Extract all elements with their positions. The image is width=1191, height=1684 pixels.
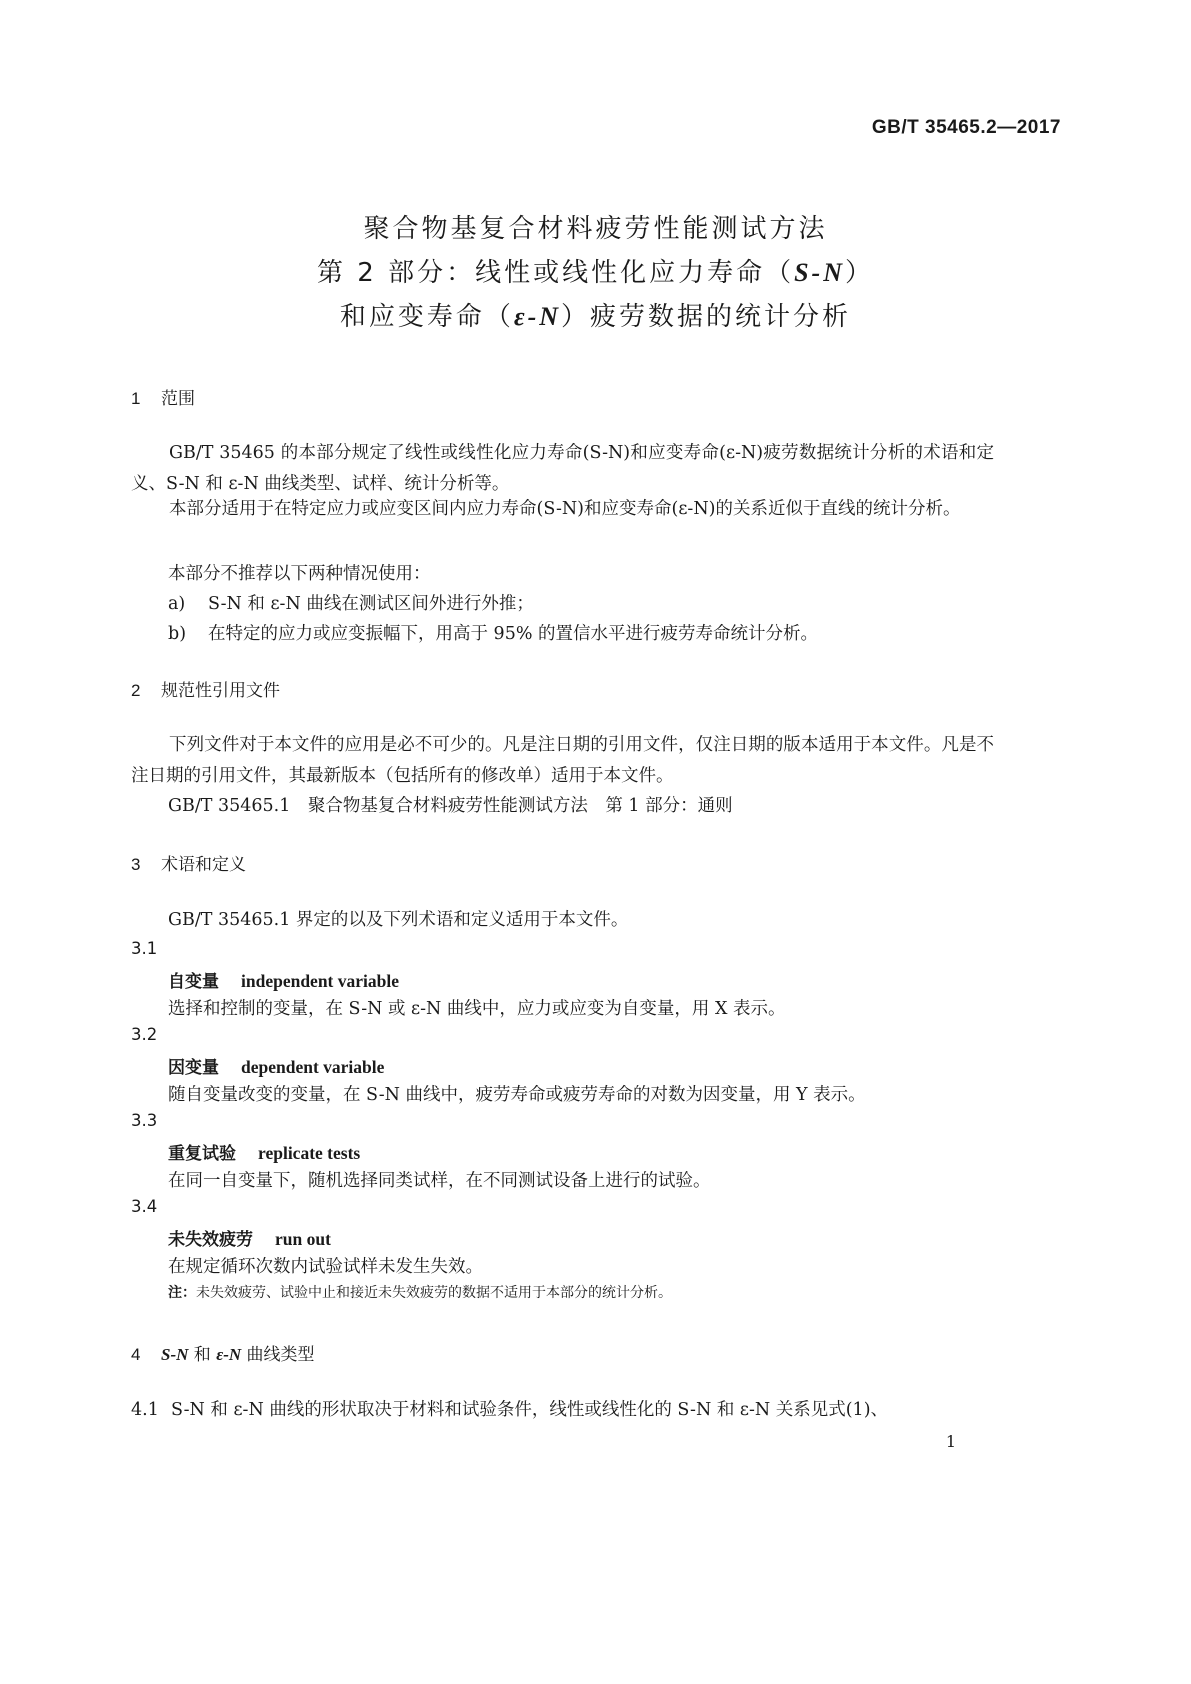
normative-reference: GB/T 35465.1 聚合物基复合材料疲劳性能测试方法 第 1 部分：通则: [168, 796, 733, 816]
term-heading: 未失效疲劳 run out: [168, 1229, 331, 1250]
term-definition: 随自变量改变的变量，在 S-N 曲线中，疲劳寿命或疲劳寿命的对数为因变量，用 Y 表示。: [168, 1085, 866, 1105]
term-heading: 因变量 dependent variable: [168, 1057, 385, 1078]
term-number: 3.3: [131, 1111, 158, 1130]
section-3-intro: GB/T 35465.1 界定的以及下列术语和定义适用于本文件。: [168, 910, 629, 930]
title-symbol-en: ε-N: [513, 302, 562, 331]
title-line-3: 和应变寿命（ε-N）疲劳数据的统计分析: [339, 302, 852, 332]
term-definition: 在规定循环次数内试验试样未发生失效。: [168, 1257, 483, 1277]
section-2-heading: 2 规范性引用文件: [131, 681, 280, 701]
clause-number: 4.1: [131, 1400, 159, 1420]
section-1-heading: 1 范围: [131, 389, 195, 409]
section-4-heading: 4 S-N 和 ε-N 曲线类型: [131, 1345, 315, 1365]
page-number: 1: [945, 1432, 956, 1451]
title-symbol-sn: S-N: [794, 258, 845, 287]
section-3-heading: 3 术语和定义: [131, 855, 246, 875]
section-1-paragraph-2: 本部分适用于在特定应力或应变区间内应力寿命(S-N)和应变寿命(ε-N)的关系近似于直线的统计分析。: [169, 499, 961, 519]
term-heading: 自变量 independent variable: [168, 971, 400, 992]
term-definition: 选择和控制的变量，在 S-N 或 ε-N 曲线中，应力或应变为自变量，用 X 表示。: [168, 999, 786, 1019]
clause-4-1: 4.1 S-N 和 ε-N 曲线的形状取决于材料和试验条件，线性或线性化的 S-N 和 ε-N 关系见式(1)、: [131, 1400, 889, 1420]
term-number: 3.2: [131, 1025, 158, 1044]
section-1-paragraph-3: 本部分不推荐以下两种情况使用：: [168, 564, 431, 584]
note: 注：未失效疲劳、试验中止和接近未失效疲劳的数据不适用于本部分的统计分析。: [168, 1285, 672, 1301]
standard-number: GB/T 35465.2—2017: [871, 117, 1061, 138]
term-number: 3.4: [131, 1197, 158, 1216]
term-heading: 重复试验 replicate tests: [168, 1143, 361, 1164]
title-line-2: 第 2 部分：线性或线性化应力寿命（S-N）: [317, 258, 874, 288]
section-2-paragraph: 下列文件对于本文件的应用是必不可少的。凡是注日期的引用文件，仅注日期的版本适用于本文件。凡是不注日期的引用文件，其最新版本（包括所有的修改单）适用于本文件。: [131, 735, 994, 786]
list-item-a: a) S-N 和 ε-N 曲线在测试区间外进行外推；: [168, 594, 534, 614]
term-definition: 在同一自变量下，随机选择同类试样，在不同测试设备上进行的试验。: [168, 1171, 711, 1191]
section-1-paragraph-1: GB/T 35465 的本部分规定了线性或线性化应力寿命(S-N)和应变寿命(ε-N)疲劳数据统计分析的术语和定义、S-N 和 ε-N 曲线类型、试样、统计分析等。: [131, 443, 994, 494]
term-number: 3.1: [131, 939, 158, 958]
title-line-1: 聚合物基复合材料疲劳性能测试方法: [363, 214, 828, 244]
list-item-b: b) 在特定的应力或应变振幅下，用高于 95% 的置信水平进行疲劳寿命统计分析。: [168, 624, 819, 644]
